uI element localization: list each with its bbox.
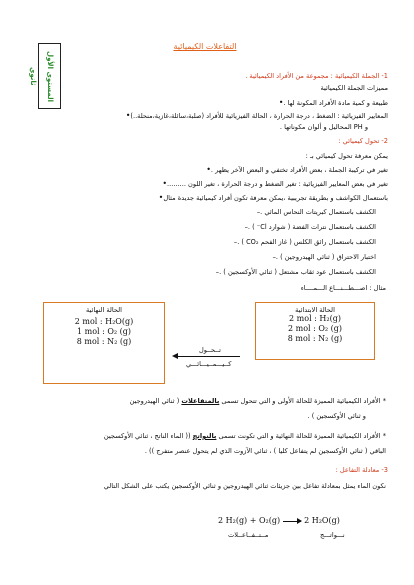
bullet-continuation: و PH المحاليل و ألوان مكوناتها . [279,123,368,131]
products-term: بالنواتج [192,432,217,440]
example-line [301,284,386,293]
reactants-paragraph [130,397,386,406]
bullet-item: باستعمال الكواشف و بطريقة تجريبية ،يمكن معرفة تكون أفراد كيميائية جديدة مثال • [153,193,388,203]
products-label: نـــواتـــج [320,531,345,539]
bullet-item: تغير في تركيبة الجملة ، بعض الأفراد تختفي و البعض الآخر يظهر . • [200,165,388,175]
example-label: مثال : [369,284,386,292]
final-state-box [43,302,165,384]
arrow-top-label: تــحــول [198,346,222,354]
reactants-term: بالمتفاعلات [181,397,220,405]
initial-state-box [255,302,375,360]
equation-products: 2 H₂O(g) [304,516,340,525]
example-title: اصـــطـــنـــاع الـــمــــاء [300,284,368,292]
dash-item: الكشف باستعمال عود ثقاب مشتعل ( ثنائي الأوكسجين ) . – [208,268,376,277]
arrow-bottom-label: كــيـــمــيـــائـــي [186,360,232,368]
final-state-line: 2 mol : H₂O(g) [74,317,134,326]
paragraph-text: * الأفراد الكيميائية المميزة للحالة الأولى و التي تتحول تسمى [219,397,386,405]
reaction-equation [218,516,378,525]
reaction-arrow-icon [283,521,301,522]
section-1-heading: 1- الجملة الكيميائية : مجموعة من الأفراد الكيميائية . [245,72,388,80]
page-title: التفاعلات الكيميائية [173,42,237,51]
reactants-label: مــتــفــاعــلات [228,531,269,539]
arrow-head-icon [172,353,178,359]
bullet-item: المعايير الفيزيائية : الضغط ، درجة الحرارة ، الحالة الفيزيائية للأفراد (صلبة،سائلة،غازية،منحلة..) • [120,111,388,121]
section-3-body: نكون الماء يمثل بمعادلة تفاعل بين جزيئات ثنائي الهيدروجين و ثنائي الأوكسجين يكتب على الشكل التالي [103,482,386,490]
section-2-heading: 2- تحول كيميائي : [338,137,388,145]
products-paragraph-cont: الباقي ( ثنائي الأوكسجين لم يتفاعل كليا ) ، ثنائي الآزوت الذي لم يتحول عنصر متفرج )) . [144,447,386,455]
final-state-caption: الحالة النهائية [86,306,122,314]
dash-item: اختبار الاحتراق ( ثنائي الهيدروجين ) . – [265,253,376,262]
section-1-subheading: مميزات الجملة الكيميائية [320,84,388,92]
paragraph-text: * الأفراد الكيميائية المميزة للحالة النهائية و التي تكونت تسمى [216,432,386,440]
equation-reactants: 2 H₂(g) + O₂(g) [218,516,281,525]
bullet-item: طبيعة و كمية مادة الأفراد المكونة لها . • [273,98,388,108]
reactants-paragraph-cont: و ثنائي الأوكسجين ) . [307,412,366,420]
dash-item: الكشف باستعمال نترات الفضة ( شوارد Cl⁻ ) . – [237,223,376,232]
products-paragraph [104,432,386,441]
section-2-intro: يمكن معرفة تحول كيميائي بـ : [305,152,388,160]
transformation-arrow [176,356,240,357]
side-label: المستوى الأول ثانوي [29,50,54,102]
section-3-heading: 3- معادلة التفاعل : [335,466,388,474]
initial-state-caption: الحالة الابتدائية [295,306,335,314]
bullet-item: تغير في بعض المعايير الفيزيائية : تغير الضغط و درجة الحرارة ، تغير اللون ......... • [156,179,388,189]
initial-state-line: 8 mol : N₂ (g) [287,334,343,343]
final-state-line: 1 mol : O₂ (g) [76,327,132,336]
paragraph-text: ( ثنائي الهيدروجين [129,397,182,405]
initial-state-line: 2 mol : H₂(g) [289,314,341,323]
dash-item: الكشف باستعمال كبريتات النحاس المائي . – [249,208,376,217]
paragraph-text: (( الماء الناتج ، ثنائي الأوكسجين [103,432,193,440]
initial-state-line: 2 mol : O₂ (g) [287,324,343,333]
dash-item: الكشف باستعمال رائق الكلس ( غاز الفحم CO₂ ) . – [226,238,376,247]
final-state-line: 8 mol : N₂ (g) [76,337,132,346]
